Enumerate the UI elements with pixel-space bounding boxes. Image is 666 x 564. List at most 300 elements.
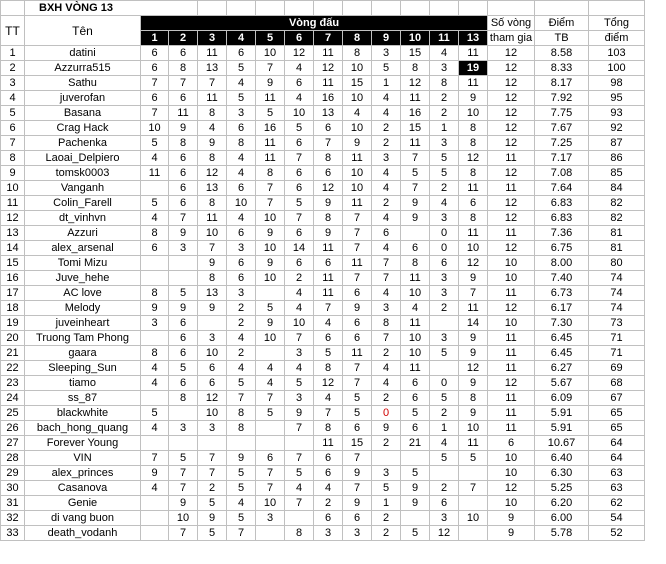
round-score-cell[interactable]: 4 xyxy=(285,481,314,496)
round-score-cell[interactable] xyxy=(430,361,459,376)
round-score-cell[interactable]: 4 xyxy=(141,376,169,391)
player-name-cell[interactable]: Juve_hehe xyxy=(25,271,141,286)
round-score-cell[interactable]: 5 xyxy=(285,121,314,136)
rank-cell[interactable]: 24 xyxy=(1,391,25,406)
round-number[interactable]: 2 xyxy=(169,31,198,46)
round-score-cell[interactable]: 16 xyxy=(401,106,430,121)
rounds-played-cell[interactable]: 11 xyxy=(488,361,535,376)
average-score-cell[interactable]: 7.36 xyxy=(535,226,589,241)
average-score-cell[interactable]: 7.67 xyxy=(535,121,589,136)
round-score-cell[interactable]: 5 xyxy=(401,526,430,541)
round-score-cell[interactable]: 10 xyxy=(256,331,285,346)
round-score-cell[interactable]: 7 xyxy=(256,61,285,76)
average-score-cell[interactable]: 6.45 xyxy=(535,331,589,346)
round-score-cell[interactable]: 4 xyxy=(372,211,401,226)
average-score-cell[interactable]: 10.67 xyxy=(535,436,589,451)
round-score-cell[interactable]: 2 xyxy=(227,301,256,316)
round-score-cell[interactable]: 3 xyxy=(430,271,459,286)
round-score-cell[interactable]: 3 xyxy=(430,286,459,301)
player-name-cell[interactable]: alex_arsenal xyxy=(25,241,141,256)
round-score-cell[interactable]: 8 xyxy=(285,526,314,541)
round-score-cell[interactable]: 4 xyxy=(285,286,314,301)
round-score-cell[interactable] xyxy=(141,436,169,451)
round-score-cell[interactable]: 10 xyxy=(285,316,314,331)
round-number[interactable]: 11 xyxy=(430,31,459,46)
round-score-cell[interactable]: 16 xyxy=(314,91,343,106)
round-score-cell[interactable]: 4 xyxy=(372,106,401,121)
round-score-cell[interactable] xyxy=(256,526,285,541)
round-score-cell[interactable]: 7 xyxy=(227,391,256,406)
player-name-cell[interactable]: tomsk0003 xyxy=(25,166,141,181)
round-score-cell[interactable] xyxy=(141,271,169,286)
rounds-played-cell[interactable]: 9 xyxy=(488,526,535,541)
round-score-cell[interactable]: 2 xyxy=(430,181,459,196)
rounds-played-cell[interactable]: 12 xyxy=(488,376,535,391)
round-score-cell[interactable]: 10 xyxy=(343,181,372,196)
round-score-cell[interactable]: 3 xyxy=(343,526,372,541)
rounds-played-cell[interactable]: 10 xyxy=(488,316,535,331)
round-score-cell[interactable] xyxy=(141,496,169,511)
player-name-cell[interactable]: bach_hong_quang xyxy=(25,421,141,436)
round-score-cell[interactable] xyxy=(459,526,488,541)
total-score-cell[interactable]: 86 xyxy=(589,151,645,166)
total-score-cell[interactable]: 64 xyxy=(589,436,645,451)
header-tt[interactable]: TT xyxy=(1,16,25,46)
round-score-cell[interactable]: 6 xyxy=(314,451,343,466)
round-score-cell[interactable]: 5 xyxy=(430,391,459,406)
rounds-played-cell[interactable]: 12 xyxy=(488,76,535,91)
header-played[interactable]: Số vòng xyxy=(488,16,535,31)
round-score-cell[interactable]: 2 xyxy=(372,121,401,136)
round-score-cell[interactable]: 2 xyxy=(372,196,401,211)
round-score-cell[interactable]: 9 xyxy=(141,466,169,481)
round-score-cell[interactable]: 3 xyxy=(285,346,314,361)
round-score-cell[interactable]: 5 xyxy=(227,481,256,496)
round-score-cell[interactable]: 10 xyxy=(343,121,372,136)
rounds-played-cell[interactable]: 12 xyxy=(488,106,535,121)
round-score-cell[interactable]: 5 xyxy=(372,61,401,76)
round-score-cell[interactable]: 13 xyxy=(314,106,343,121)
round-score-cell[interactable]: 10 xyxy=(401,346,430,361)
round-score-cell[interactable]: 7 xyxy=(343,241,372,256)
round-score-cell[interactable]: 11 xyxy=(198,46,227,61)
round-score-cell[interactable]: 9 xyxy=(343,496,372,511)
player-name-cell[interactable]: Tomi Mizu xyxy=(25,256,141,271)
round-score-cell[interactable]: 5 xyxy=(256,301,285,316)
round-score-cell[interactable]: 9 xyxy=(343,136,372,151)
round-score-cell[interactable]: 7 xyxy=(141,106,169,121)
player-name-cell[interactable]: death_vodanh xyxy=(25,526,141,541)
rank-cell[interactable]: 29 xyxy=(1,466,25,481)
average-score-cell[interactable]: 6.40 xyxy=(535,451,589,466)
round-score-cell[interactable]: 4 xyxy=(141,421,169,436)
total-score-cell[interactable]: 100 xyxy=(589,61,645,76)
player-name-cell[interactable]: Genie xyxy=(25,496,141,511)
round-score-cell[interactable]: 12 xyxy=(314,181,343,196)
round-score-cell[interactable]: 12 xyxy=(198,166,227,181)
round-score-cell[interactable]: 8 xyxy=(314,151,343,166)
round-score-cell[interactable]: 9 xyxy=(401,496,430,511)
round-score-cell[interactable] xyxy=(430,316,459,331)
round-score-cell[interactable]: 6 xyxy=(401,241,430,256)
round-score-cell[interactable]: 8 xyxy=(198,106,227,121)
average-score-cell[interactable]: 7.30 xyxy=(535,316,589,331)
round-score-cell[interactable]: 7 xyxy=(372,331,401,346)
round-score-cell[interactable]: 9 xyxy=(198,301,227,316)
round-score-cell[interactable]: 9 xyxy=(285,406,314,421)
round-score-cell[interactable]: 10 xyxy=(401,286,430,301)
rank-cell[interactable]: 10 xyxy=(1,181,25,196)
round-score-cell[interactable]: 10 xyxy=(343,166,372,181)
round-score-cell[interactable]: 9 xyxy=(227,451,256,466)
round-score-cell[interactable]: 7 xyxy=(459,481,488,496)
player-name-cell[interactable]: Sleeping_Sun xyxy=(25,361,141,376)
round-score-cell[interactable]: 8 xyxy=(401,256,430,271)
round-score-cell[interactable]: 4 xyxy=(372,166,401,181)
round-score-cell[interactable]: 11 xyxy=(459,226,488,241)
rank-cell[interactable]: 11 xyxy=(1,196,25,211)
round-score-cell[interactable]: 8 xyxy=(141,286,169,301)
round-score-cell[interactable]: 9 xyxy=(256,316,285,331)
rounds-played-cell[interactable]: 11 xyxy=(488,406,535,421)
average-score-cell[interactable]: 7.25 xyxy=(535,136,589,151)
round-score-cell[interactable]: 5 xyxy=(169,451,198,466)
round-score-cell[interactable]: 5 xyxy=(285,466,314,481)
rounds-played-cell[interactable]: 12 xyxy=(488,61,535,76)
round-score-cell[interactable]: 9 xyxy=(314,226,343,241)
round-number[interactable]: 4 xyxy=(227,31,256,46)
rank-cell[interactable]: 14 xyxy=(1,241,25,256)
rounds-played-cell[interactable]: 11 xyxy=(488,286,535,301)
round-score-cell[interactable]: 14 xyxy=(285,241,314,256)
player-name-cell[interactable]: Azzurra515 xyxy=(25,61,141,76)
round-score-cell[interactable]: 11 xyxy=(401,136,430,151)
round-score-cell[interactable]: 10 xyxy=(141,121,169,136)
round-score-cell[interactable]: 4 xyxy=(227,496,256,511)
rank-cell[interactable]: 21 xyxy=(1,346,25,361)
player-name-cell[interactable]: Pachenka xyxy=(25,136,141,151)
round-score-cell[interactable]: 10 xyxy=(459,106,488,121)
rank-cell[interactable]: 26 xyxy=(1,421,25,436)
round-number[interactable]: 8 xyxy=(343,31,372,46)
round-score-cell[interactable]: 11 xyxy=(314,76,343,91)
round-score-cell[interactable]: 6 xyxy=(343,286,372,301)
player-name-cell[interactable]: datini xyxy=(25,46,141,61)
round-score-cell[interactable]: 7 xyxy=(198,466,227,481)
round-score-cell[interactable]: 8 xyxy=(314,421,343,436)
sheet-title[interactable]: BXH VÒNG 13 xyxy=(25,1,198,16)
round-score-cell[interactable]: 13 xyxy=(198,286,227,301)
round-score-cell[interactable]: 4 xyxy=(256,361,285,376)
player-name-cell[interactable]: Laoai_Delpiero xyxy=(25,151,141,166)
round-score-cell[interactable] xyxy=(141,181,169,196)
round-score-cell[interactable]: 9 xyxy=(256,256,285,271)
round-score-cell[interactable]: 6 xyxy=(314,511,343,526)
rounds-played-cell[interactable]: 11 xyxy=(488,226,535,241)
round-score-cell[interactable]: 2 xyxy=(430,406,459,421)
round-score-cell[interactable]: 1 xyxy=(372,496,401,511)
player-name-cell[interactable]: Crag Hack xyxy=(25,121,141,136)
round-score-cell[interactable] xyxy=(141,256,169,271)
round-score-cell[interactable]: 6 xyxy=(285,181,314,196)
round-score-cell[interactable]: 6 xyxy=(430,496,459,511)
average-score-cell[interactable]: 6.45 xyxy=(535,346,589,361)
round-score-cell[interactable]: 4 xyxy=(372,286,401,301)
round-number[interactable]: 5 xyxy=(256,31,285,46)
round-score-cell[interactable]: 4 xyxy=(372,376,401,391)
round-score-cell[interactable]: 4 xyxy=(343,106,372,121)
round-score-cell[interactable]: 2 xyxy=(430,106,459,121)
round-score-cell[interactable]: 10 xyxy=(256,46,285,61)
round-score-cell[interactable]: 6 xyxy=(285,256,314,271)
round-score-cell[interactable]: 6 xyxy=(314,466,343,481)
round-score-cell[interactable]: 6 xyxy=(401,391,430,406)
rounds-played-cell[interactable]: 12 xyxy=(488,121,535,136)
round-score-cell[interactable]: 3 xyxy=(141,316,169,331)
round-score-cell[interactable] xyxy=(227,436,256,451)
round-score-cell[interactable]: 4 xyxy=(372,241,401,256)
round-score-cell[interactable]: 7 xyxy=(401,181,430,196)
player-name-cell[interactable]: VIN xyxy=(25,451,141,466)
round-score-cell[interactable]: 11 xyxy=(343,256,372,271)
round-score-cell[interactable]: 4 xyxy=(372,181,401,196)
round-number[interactable]: 13 xyxy=(459,31,488,46)
player-name-cell[interactable]: gaara xyxy=(25,346,141,361)
round-score-cell[interactable]: 6 xyxy=(198,361,227,376)
round-score-cell[interactable]: 6 xyxy=(141,61,169,76)
round-score-cell[interactable]: 4 xyxy=(285,361,314,376)
round-score-cell[interactable]: 7 xyxy=(256,481,285,496)
player-name-cell[interactable]: blackwhite xyxy=(25,406,141,421)
round-score-cell[interactable]: 7 xyxy=(285,496,314,511)
round-score-cell[interactable]: 12 xyxy=(314,61,343,76)
round-score-cell[interactable]: 3 xyxy=(430,136,459,151)
round-score-cell[interactable]: 3 xyxy=(227,286,256,301)
round-score-cell[interactable]: 3 xyxy=(372,46,401,61)
round-number[interactable]: 1 xyxy=(141,31,169,46)
round-score-cell[interactable] xyxy=(285,436,314,451)
round-score-cell[interactable]: 4 xyxy=(227,361,256,376)
round-score-cell[interactable]: 3 xyxy=(227,106,256,121)
round-score-cell[interactable]: 9 xyxy=(169,496,198,511)
header-total-sub[interactable]: điểm xyxy=(589,31,645,46)
round-score-cell[interactable]: 10 xyxy=(198,406,227,421)
round-score-cell[interactable]: 11 xyxy=(198,91,227,106)
round-score-cell[interactable]: 8 xyxy=(459,136,488,151)
average-score-cell[interactable]: 7.17 xyxy=(535,151,589,166)
round-score-cell[interactable]: 6 xyxy=(372,226,401,241)
round-score-cell[interactable]: 7 xyxy=(169,466,198,481)
round-score-cell[interactable]: 6 xyxy=(314,256,343,271)
round-score-cell[interactable] xyxy=(169,271,198,286)
average-score-cell[interactable]: 5.78 xyxy=(535,526,589,541)
round-score-cell[interactable]: 9 xyxy=(459,91,488,106)
round-score-cell[interactable] xyxy=(169,256,198,271)
total-score-cell[interactable]: 85 xyxy=(589,166,645,181)
round-score-cell[interactable]: 7 xyxy=(372,256,401,271)
round-score-cell[interactable]: 7 xyxy=(285,331,314,346)
rank-cell[interactable]: 7 xyxy=(1,136,25,151)
round-score-cell[interactable]: 11 xyxy=(198,211,227,226)
rank-cell[interactable]: 3 xyxy=(1,76,25,91)
round-score-cell[interactable]: 5 xyxy=(198,526,227,541)
round-score-cell[interactable]: 4 xyxy=(227,76,256,91)
total-score-cell[interactable]: 81 xyxy=(589,226,645,241)
round-score-cell[interactable]: 10 xyxy=(256,496,285,511)
round-score-cell[interactable]: 7 xyxy=(256,181,285,196)
round-score-cell[interactable]: 5 xyxy=(227,466,256,481)
round-score-cell[interactable] xyxy=(198,436,227,451)
round-number[interactable]: 10 xyxy=(401,31,430,46)
round-score-cell[interactable]: 0 xyxy=(372,406,401,421)
round-score-cell[interactable]: 5 xyxy=(285,376,314,391)
round-score-cell[interactable]: 6 xyxy=(314,166,343,181)
round-score-cell[interactable]: 5 xyxy=(198,496,227,511)
rank-cell[interactable]: 6 xyxy=(1,121,25,136)
round-score-cell[interactable]: 6 xyxy=(343,316,372,331)
round-score-cell[interactable]: 8 xyxy=(430,76,459,91)
round-score-cell[interactable]: 8 xyxy=(343,46,372,61)
total-score-cell[interactable]: 67 xyxy=(589,391,645,406)
round-score-cell[interactable] xyxy=(401,226,430,241)
round-score-cell[interactable]: 11 xyxy=(401,91,430,106)
round-score-cell[interactable]: 12 xyxy=(459,151,488,166)
round-score-cell[interactable]: 11 xyxy=(314,436,343,451)
rounds-played-cell[interactable]: 10 xyxy=(488,271,535,286)
rounds-played-cell[interactable]: 12 xyxy=(488,166,535,181)
round-score-cell[interactable] xyxy=(256,421,285,436)
round-score-cell[interactable]: 6 xyxy=(141,241,169,256)
total-score-cell[interactable]: 73 xyxy=(589,316,645,331)
round-score-cell[interactable]: 3 xyxy=(314,526,343,541)
round-score-cell[interactable]: 11 xyxy=(343,151,372,166)
round-score-cell[interactable]: 13 xyxy=(198,61,227,76)
total-score-cell[interactable]: 98 xyxy=(589,76,645,91)
round-score-cell[interactable]: 5 xyxy=(459,451,488,466)
round-score-cell[interactable]: 3 xyxy=(372,151,401,166)
rank-cell[interactable]: 17 xyxy=(1,286,25,301)
round-score-cell[interactable]: 7 xyxy=(343,376,372,391)
round-score-cell[interactable]: 11 xyxy=(256,91,285,106)
round-score-cell[interactable]: 9 xyxy=(459,271,488,286)
round-score-cell[interactable]: 15 xyxy=(343,76,372,91)
round-score-cell[interactable]: 11 xyxy=(459,46,488,61)
round-score-cell[interactable]: 0 xyxy=(430,226,459,241)
round-score-cell[interactable]: 9 xyxy=(459,406,488,421)
round-score-cell[interactable]: 9 xyxy=(343,301,372,316)
round-score-cell[interactable] xyxy=(372,451,401,466)
round-score-cell[interactable]: 5 xyxy=(141,406,169,421)
round-score-cell[interactable]: 11 xyxy=(459,181,488,196)
round-score-cell[interactable]: 6 xyxy=(227,271,256,286)
round-score-cell[interactable]: 13 xyxy=(198,181,227,196)
total-score-cell[interactable]: 93 xyxy=(589,106,645,121)
round-score-cell[interactable]: 9 xyxy=(256,226,285,241)
round-score-cell[interactable]: 7 xyxy=(459,286,488,301)
round-score-cell[interactable]: 8 xyxy=(314,361,343,376)
rounds-played-cell[interactable]: 12 xyxy=(488,91,535,106)
round-score-cell[interactable]: 7 xyxy=(198,451,227,466)
round-score-cell[interactable]: 7 xyxy=(169,481,198,496)
round-score-cell[interactable]: 9 xyxy=(401,211,430,226)
round-score-cell[interactable]: 3 xyxy=(372,301,401,316)
round-score-cell[interactable]: 15 xyxy=(343,436,372,451)
rounds-played-cell[interactable]: 10 xyxy=(488,451,535,466)
round-score-cell[interactable]: 12 xyxy=(459,361,488,376)
round-score-cell[interactable] xyxy=(169,436,198,451)
round-score-cell[interactable]: 9 xyxy=(343,466,372,481)
round-score-cell[interactable]: 10 xyxy=(198,226,227,241)
round-score-cell[interactable]: 7 xyxy=(343,226,372,241)
round-score-cell[interactable]: 6 xyxy=(314,331,343,346)
round-score-cell[interactable] xyxy=(141,511,169,526)
round-score-cell[interactable]: 8 xyxy=(169,136,198,151)
round-score-cell[interactable]: 10 xyxy=(459,511,488,526)
rank-cell[interactable]: 33 xyxy=(1,526,25,541)
round-score-cell[interactable]: 8 xyxy=(141,226,169,241)
round-score-cell[interactable]: 9 xyxy=(372,421,401,436)
round-score-cell[interactable]: 6 xyxy=(227,226,256,241)
round-score-cell[interactable]: 4 xyxy=(227,331,256,346)
round-score-cell[interactable]: 6 xyxy=(343,331,372,346)
header-avg-sub[interactable]: TB xyxy=(535,31,589,46)
round-score-cell[interactable]: 2 xyxy=(372,136,401,151)
round-score-cell[interactable]: 11 xyxy=(256,136,285,151)
rank-cell[interactable]: 28 xyxy=(1,451,25,466)
round-score-cell[interactable]: 3 xyxy=(198,331,227,346)
round-score-cell[interactable]: 4 xyxy=(227,211,256,226)
round-score-cell[interactable]: 8 xyxy=(459,391,488,406)
round-score-cell[interactable]: 14 xyxy=(459,316,488,331)
rounds-played-cell[interactable]: 11 xyxy=(488,421,535,436)
round-score-cell[interactable] xyxy=(401,511,430,526)
total-score-cell[interactable]: 71 xyxy=(589,331,645,346)
round-score-cell[interactable]: 8 xyxy=(459,166,488,181)
round-score-cell[interactable]: 11 xyxy=(459,76,488,91)
round-score-cell[interactable]: 12 xyxy=(430,526,459,541)
round-score-cell[interactable]: 11 xyxy=(401,271,430,286)
round-score-cell[interactable]: 11 xyxy=(256,151,285,166)
round-score-cell[interactable]: 9 xyxy=(459,331,488,346)
round-score-cell[interactable]: 5 xyxy=(169,286,198,301)
round-score-cell[interactable]: 8 xyxy=(256,166,285,181)
round-score-cell[interactable]: 3 xyxy=(430,61,459,76)
round-score-cell[interactable]: 6 xyxy=(227,181,256,196)
rank-cell[interactable]: 30 xyxy=(1,481,25,496)
round-score-cell[interactable]: 3 xyxy=(256,511,285,526)
total-score-cell[interactable]: 62 xyxy=(589,496,645,511)
total-score-cell[interactable]: 52 xyxy=(589,526,645,541)
round-score-cell[interactable]: 11 xyxy=(343,346,372,361)
round-score-cell[interactable]: 6 xyxy=(285,76,314,91)
round-score-cell[interactable]: 4 xyxy=(430,436,459,451)
average-score-cell[interactable]: 7.92 xyxy=(535,91,589,106)
round-number[interactable]: 6 xyxy=(285,31,314,46)
round-score-cell[interactable]: 7 xyxy=(372,271,401,286)
player-name-cell[interactable]: Basana xyxy=(25,106,141,121)
round-score-cell[interactable] xyxy=(459,466,488,481)
round-score-cell[interactable]: 4 xyxy=(141,151,169,166)
round-score-cell[interactable] xyxy=(256,436,285,451)
round-number[interactable]: 7 xyxy=(314,31,343,46)
round-score-cell[interactable]: 7 xyxy=(256,466,285,481)
round-score-cell[interactable]: 9 xyxy=(314,196,343,211)
round-score-cell[interactable]: 5 xyxy=(256,106,285,121)
rank-cell[interactable]: 31 xyxy=(1,496,25,511)
round-score-cell[interactable]: 16 xyxy=(256,121,285,136)
round-score-cell[interactable]: 6 xyxy=(169,166,198,181)
round-score-cell[interactable]: 11 xyxy=(141,166,169,181)
